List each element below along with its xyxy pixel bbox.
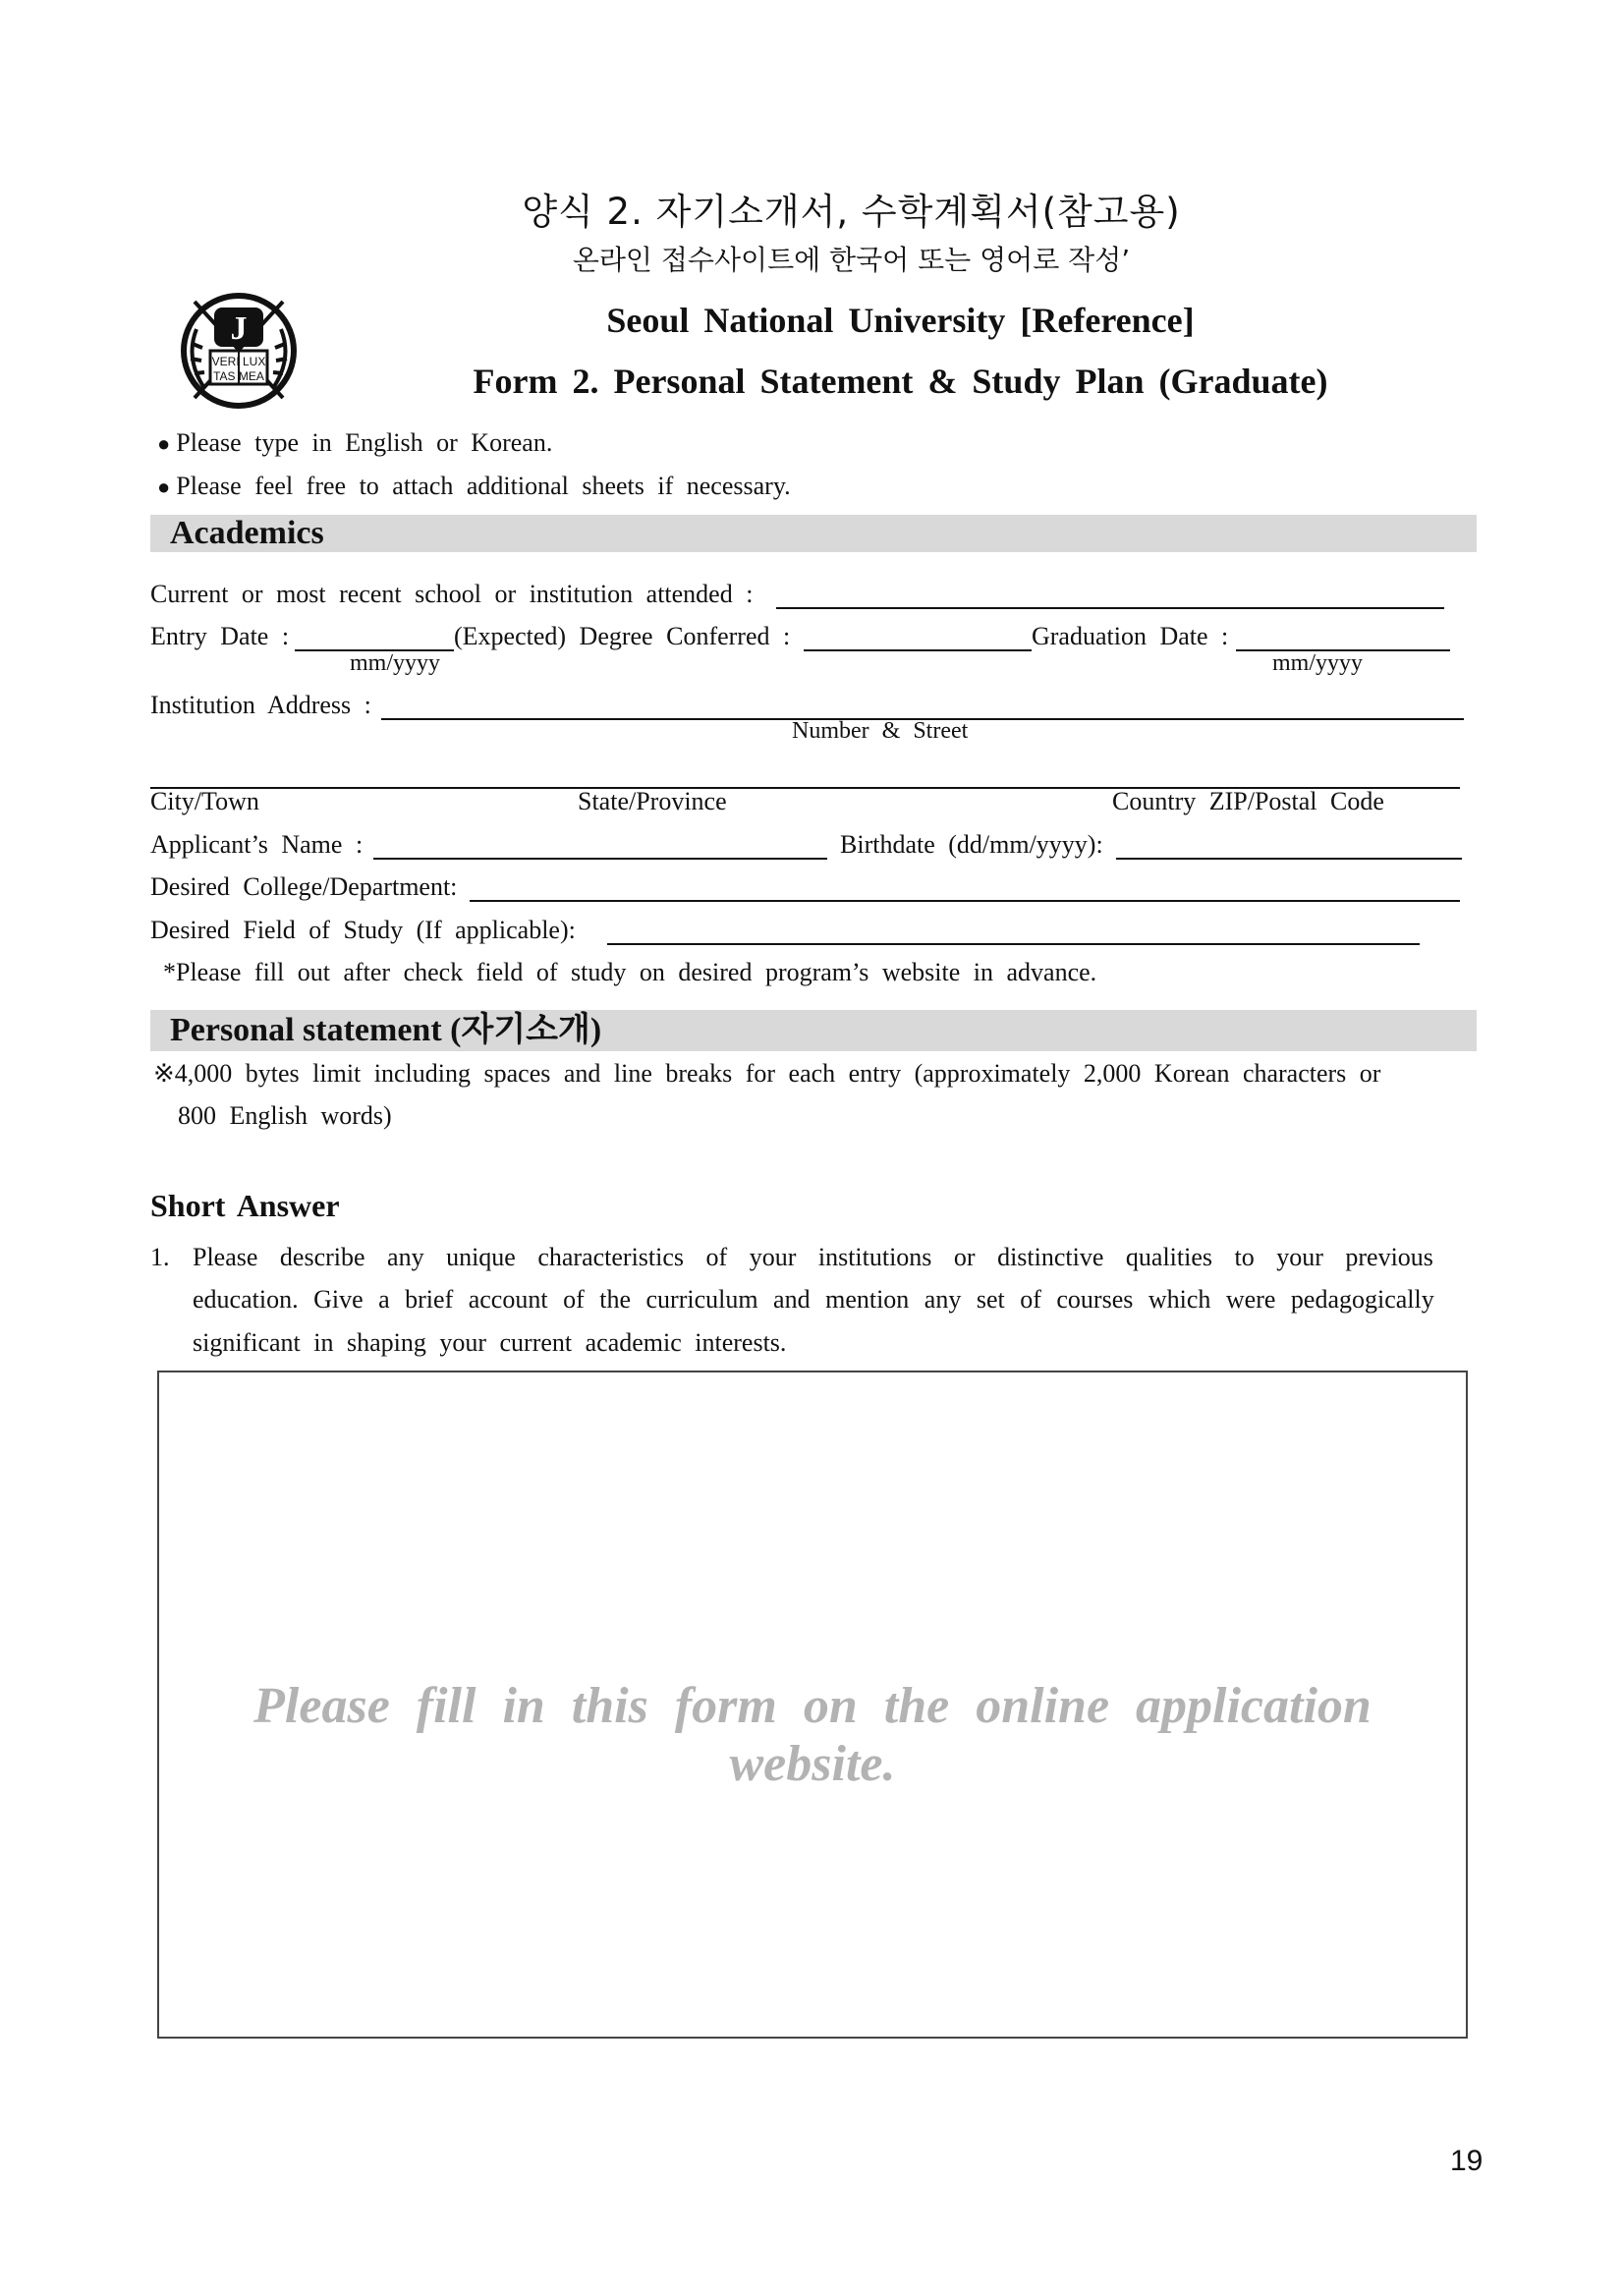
bullet-icon: ● <box>157 431 171 456</box>
entry-date-label: Entry Date : <box>150 622 290 650</box>
institution-address-label: Institution Address : <box>150 691 371 719</box>
bullet-icon: ● <box>157 475 171 499</box>
personal-statement-section-header <box>150 1010 1477 1051</box>
state-caption: State/Province <box>578 787 727 815</box>
academics-heading: Academics <box>170 515 324 551</box>
question-text-line: significant in shaping your current academic interests. <box>193 1328 787 1357</box>
question-text-line: Please describe any unique characteristics of your institutions or distinctive qualities to your previous <box>193 1243 1433 1271</box>
svg-text:VERI LUX: VERI LUX <box>211 355 266 368</box>
byte-limit-note: ※4,000 bytes limit including spaces and line breaks for each entry (approximately 2,000 Korean characters or <box>153 1059 1381 1088</box>
number-street-caption: Number & Street <box>792 718 969 744</box>
graduation-date-label: Graduation Date : <box>1032 622 1229 650</box>
instruction-item: ● Please feel free to attach additional sheets if necessary. <box>157 472 791 500</box>
current-school-field[interactable] <box>776 607 1444 609</box>
applicant-name-field[interactable] <box>373 858 827 860</box>
city-caption: City/Town <box>150 787 259 815</box>
university-title: Seoul National University [Reference] <box>606 301 1195 340</box>
applicant-name-label: Applicant’s Name : <box>150 830 364 859</box>
svg-text:TAS MEA: TAS MEA <box>213 369 264 383</box>
birthdate-field[interactable] <box>1116 858 1462 860</box>
current-school-label: Current or most recent school or institution attended : <box>150 580 754 608</box>
graduation-date-format: mm/yyyy <box>1272 650 1364 676</box>
country-zip-caption: Country ZIP/Postal Code <box>1112 787 1384 815</box>
answer-text-area[interactable] <box>157 1371 1468 2039</box>
byte-limit-note-continued: 800 English words) <box>178 1101 392 1130</box>
academics-section-header <box>150 515 1477 552</box>
short-answer-heading: Short Answer <box>150 1188 340 1223</box>
degree-conferred-label: (Expected) Degree Conferred : <box>454 622 791 650</box>
korean-form-subtitle: 온라인 접수사이트에 한국어 또는 영어로 작성’ <box>572 244 1131 276</box>
desired-field-label: Desired Field of Study (If applicable): <box>150 916 576 944</box>
desired-field-field[interactable] <box>607 943 1420 945</box>
form-title: Form 2. Personal Statement & Study Plan (Graduate) <box>473 362 1328 401</box>
entry-date-format: mm/yyyy <box>350 650 441 676</box>
birthdate-label: Birthdate (dd/mm/yyyy): <box>840 830 1103 859</box>
personal-statement-heading: Personal statement (자기소개) <box>170 1012 602 1048</box>
question-number: 1. <box>150 1243 170 1271</box>
instruction-item: ● Please type in English or Korean. <box>157 428 553 457</box>
page-number: 19 <box>1450 2145 1484 2177</box>
svg-text:J: J <box>230 310 248 347</box>
desired-college-field[interactable] <box>470 900 1460 902</box>
online-application-placeholder: Please fill in this form on the online application website. <box>253 1678 1372 1792</box>
degree-conferred-field[interactable] <box>804 649 1032 651</box>
question-text-line: education. Give a brief account of the curriculum and mention any set of courses which were pedagogically <box>193 1285 1434 1314</box>
korean-form-title: 양식 2. 자기소개서, 수학계획서(참고용) <box>522 191 1181 233</box>
field-of-study-note: *Please fill out after check field of study on desired program’s website in advance. <box>163 958 1097 986</box>
desired-college-label: Desired College/Department: <box>150 872 458 901</box>
